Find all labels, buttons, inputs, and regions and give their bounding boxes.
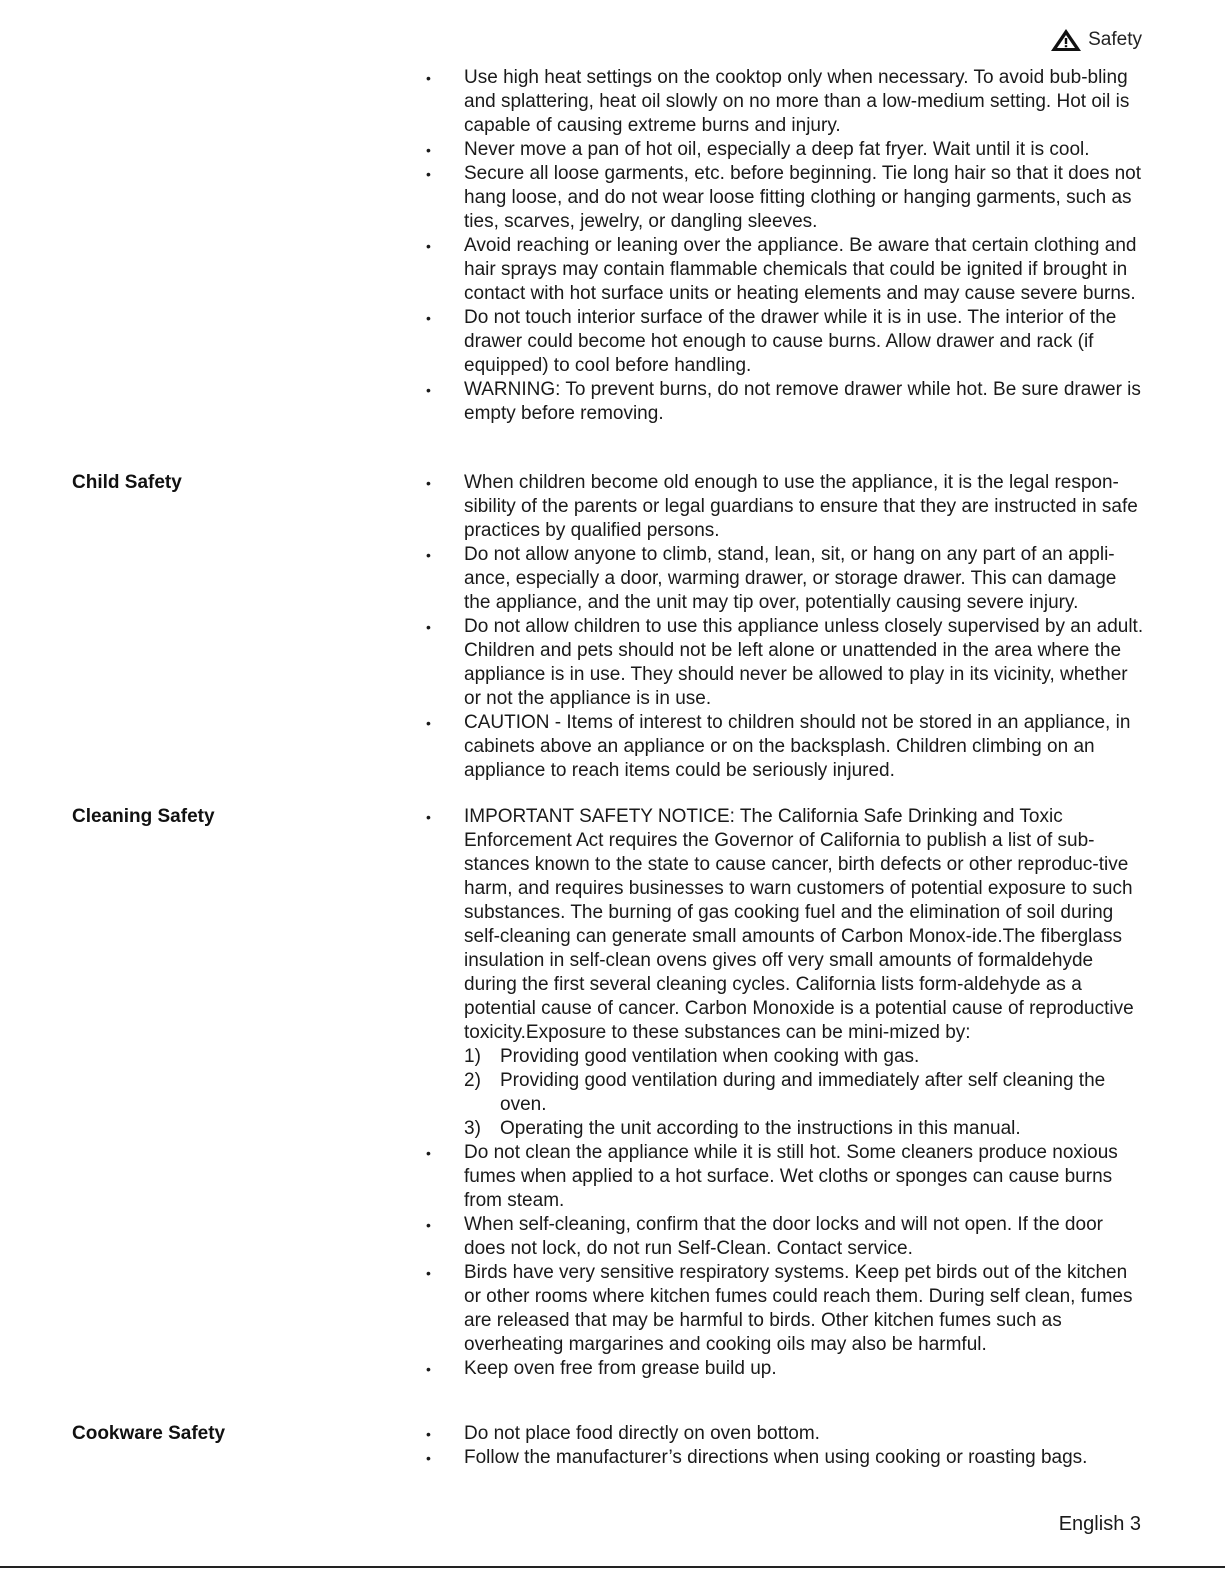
list-item: • Do not allow children to use this appliance unless closely supervised by an adult. Children and pets should not be left alone or unattended in the area where the appliance is in use. They should never be allowed to play in its vicinity, whether or not the appliance is in use. [426, 615, 1146, 711]
bullet-list [426, 805, 1146, 1381]
step-number: 1) [464, 1046, 481, 1067]
step-number: 2) [464, 1070, 481, 1091]
numbered-steps [464, 1045, 1146, 1141]
header-label: Safety [1088, 29, 1142, 50]
list-item: • Do not touch interior surface of the drawer while it is in use. The interior of the drawer could become hot enough to cause burns. Allow drawer and rack (if equipped) to cool before handling. [426, 306, 1146, 378]
list-item: • When self-cleaning, confirm that the door locks and will not open. If the door does not lock, do not run Self-Clean. Contact service. [426, 1213, 1146, 1261]
page-number: English 3 [1058, 1513, 1141, 1535]
section-title: Cleaning Safety [72, 806, 215, 827]
list-item: • Use high heat settings on the cooktop only when necessary. To avoid bub-bling and splattering, heat oil slowly on no more than a low-medium setting. Hot oil is capable of causing extreme burns and injury. [426, 66, 1146, 138]
section-title: Child Safety [72, 472, 182, 493]
list-item: • Do not place food directly on oven bottom. [426, 1422, 1146, 1446]
list-item: • Do not allow anyone to climb, stand, lean, sit, or hang on any part of an appli-ance, especially a door, warming drawer, or storage drawer. This can damage the appliance, and the unit may tip over, potentially causing severe injury. [426, 543, 1146, 615]
bottom-rule [0, 1566, 1225, 1568]
step-item [464, 1069, 1146, 1117]
list-item: • Avoid reaching or leaning over the appliance. Be aware that certain clothing and hair sprays may contain flammable chemicals that could be ignited if brought in contact with hot surface units or heating elements and may cause severe burns. [426, 234, 1146, 306]
list-item: • When children become old enough to use the appliance, it is the legal respon-sibility of the parents or legal guardians to ensure that they are instructed in safe practices by qualified persons. [426, 471, 1146, 543]
safety-notice-text: IMPORTANT SAFETY NOTICE: The California Safe Drinking and Toxic Enforcement Act requires the Governor of California to publish a list of sub-stances known to the state to cause cancer, birth defects or other reproduc-tive harm, and requires businesses to warn customers of potential exposure to such substances. The burning of gas cooking fuel and the elimination of soil during self-cleaning can generate small amounts of Carbon Monox-ide.The fiberglass insulation in self-clean ovens gives off very small amounts of formaldehyde during the first several cleaning cycles. California lists form-aldehyde as a potential cause of cancer. Carbon Monoxide is a potential cause of reproductive toxicity.Exposure to these substances can be mini-mized by: [464, 806, 1134, 1043]
list-item: • Follow the manufacturer’s directions when using cooking or roasting bags. [426, 1446, 1146, 1470]
bullet-list [426, 1422, 1146, 1470]
list-item: • Birds have very sensitive respiratory systems. Keep pet birds out of the kitchen or other rooms where kitchen fumes could reach them. During self clean, fumes are released that may be harmful to birds. Other kitchen fumes such as overheating margarines and cooking oils may also be harmful. [426, 1261, 1146, 1357]
list-item: • Never move a pan of hot oil, especially a deep fat fryer. Wait until it is cool. [426, 138, 1146, 162]
list-item: • WARNING: To prevent burns, do not remove drawer while hot. Be sure drawer is empty before removing. [426, 378, 1146, 426]
page-header [1050, 28, 1142, 52]
list-item-notice [426, 805, 1146, 1141]
list-item: • Keep oven free from grease build up. [426, 1357, 1146, 1381]
bullet-list [426, 471, 1146, 783]
warning-triangle-icon [1050, 28, 1086, 52]
section-title: Cookware Safety [72, 1423, 226, 1444]
bullet-list [426, 66, 1146, 426]
list-item: • CAUTION - Items of interest to children should not be stored in an appliance, in cabinets above an appliance or on the backsplash. Children climbing on an appliance to reach items could be seriously injured. [426, 711, 1146, 783]
step-text: Providing good ventilation when cooking with gas. [500, 1046, 920, 1067]
step-item [464, 1045, 1146, 1069]
step-text: Operating the unit according to the instructions in this manual. [500, 1118, 1021, 1139]
list-item: • Secure all loose garments, etc. before beginning. Tie long hair so that it does not hang loose, and do not wear loose fitting clothing or hanging garments, such as ties, scarves, jewelry, or dangling sleeves. [426, 162, 1146, 234]
list-item: • Do not clean the appliance while it is still hot. Some cleaners produce noxious fumes when applied to a hot surface. Wet cloths or sponges can cause burns from steam. [426, 1141, 1146, 1213]
step-item [464, 1117, 1146, 1141]
step-text: Providing good ventilation during and immediately after self cleaning the oven. [500, 1070, 1106, 1115]
step-number: 3) [464, 1118, 481, 1139]
